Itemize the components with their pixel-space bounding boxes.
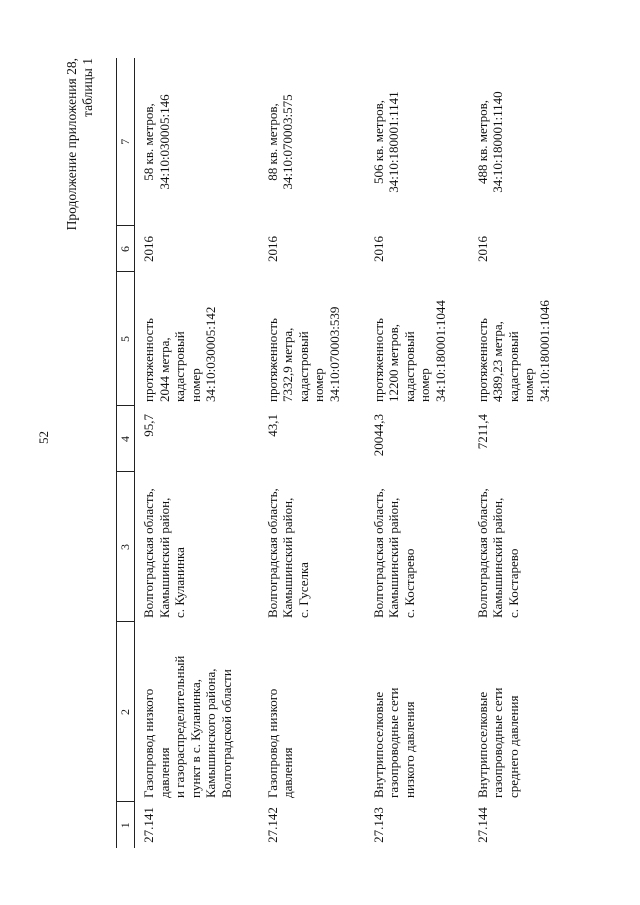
area-line: 488 кв. метров,	[474, 100, 490, 184]
characteristics-cell	[259, 272, 365, 406]
row-number: 27.141	[141, 807, 156, 843]
location-line: с. Куланинка	[172, 547, 187, 618]
characteristics-line: номер	[187, 368, 203, 402]
location-line: с. Костарево	[505, 548, 521, 618]
area-line: 506 кв. метров,	[370, 100, 386, 184]
object-name-line: пункт в с. Куланинка,	[187, 678, 203, 798]
characteristics-cell	[469, 272, 569, 406]
object-name-line: Газопровод низкого	[264, 688, 280, 798]
location-line: с. Костарево	[401, 548, 417, 618]
object-name-line: Внутрипоселковые	[370, 691, 386, 798]
area-cell	[259, 58, 365, 226]
location-line: Камышинский район,	[490, 497, 505, 618]
location-cell	[469, 472, 569, 622]
object-name-cell	[469, 622, 569, 802]
row-number: 27.142	[264, 807, 280, 843]
characteristics-cell	[365, 272, 469, 406]
location-line: Камышинский район,	[280, 497, 295, 618]
area-cell	[469, 58, 569, 226]
area-line: 34:10:030005:146	[156, 94, 172, 190]
value-cell: 20044,3	[370, 414, 386, 457]
object-name-line: и газораспределительный	[172, 655, 187, 798]
table-row	[259, 58, 365, 848]
characteristics-line: 12200 метров,	[386, 324, 401, 402]
year-cell: 2016	[141, 236, 156, 262]
location-line: Камышинский район,	[386, 497, 401, 618]
area-line: 34:10:180001:1141	[386, 91, 401, 193]
characteristics-line: кадастровый	[295, 331, 311, 402]
page-number: 52	[36, 431, 51, 444]
characteristics-line: 34:10:070003:539	[326, 306, 342, 402]
characteristics-line: 34:10:180001:1044	[432, 300, 448, 402]
area-line: 34:10:180001:1140	[490, 91, 505, 193]
characteristics-line: 34:10:180001:1046	[536, 300, 552, 402]
area-line: 34:10:070003:575	[280, 94, 295, 190]
value-cell: 43,1	[264, 414, 280, 437]
location-line: Камышинский район,	[156, 497, 172, 618]
location-line: Волгоградская область,	[141, 488, 156, 618]
row-number: 27.144	[474, 807, 490, 843]
object-name-cell	[135, 622, 259, 802]
row-number: 27.143	[370, 807, 386, 843]
continuation-line-2: таблицы 1	[80, 58, 95, 117]
object-name-line: среднего давления	[505, 695, 521, 798]
location-line: Волгоградская область,	[370, 488, 386, 618]
column-header-4: 4	[117, 406, 135, 472]
location-line: Волгоградская область,	[474, 488, 490, 618]
value-cell: 95,7	[141, 414, 156, 437]
location-cell	[135, 472, 259, 622]
characteristics-line: кадастровый	[505, 331, 521, 402]
location-line: с. Гуселка	[295, 562, 311, 618]
object-name-line: Камышинского района,	[203, 668, 218, 798]
characteristics-line: протяженность	[141, 318, 156, 402]
characteristics-line: номер	[417, 368, 432, 402]
column-header-3: 3	[117, 472, 135, 622]
object-name-cell	[365, 622, 469, 802]
column-number-row	[117, 58, 135, 848]
characteristics-line: кадастровый	[172, 331, 187, 402]
area-line: 58 кв. метров,	[141, 103, 156, 181]
characteristics-cell	[135, 272, 259, 406]
continuation-heading	[64, 58, 96, 230]
column-header-1: 1	[117, 802, 135, 848]
location-cell	[365, 472, 469, 622]
object-name-line: газопроводные сети	[490, 687, 505, 798]
characteristics-line: протяженность	[474, 318, 490, 402]
location-line: Волгоградская область,	[264, 488, 280, 618]
column-header-2: 2	[117, 622, 135, 802]
object-name-line: газопроводные сети	[386, 687, 401, 798]
continuation-line-1: Продолжение приложения 28,	[64, 58, 79, 231]
characteristics-line: 2044 метра,	[156, 337, 172, 402]
characteristics-line: 34:10:030005:142	[203, 306, 218, 402]
column-header-6: 6	[117, 226, 135, 272]
object-name-line: Внутрипоселковые	[474, 691, 490, 798]
column-header-5: 5	[117, 272, 135, 406]
object-name-cell	[259, 622, 365, 802]
year-cell: 2016	[474, 236, 490, 262]
location-cell	[259, 472, 365, 622]
object-name-line: Газопровод низкого	[141, 688, 156, 798]
characteristics-line: номер	[521, 368, 536, 402]
table-row	[135, 58, 259, 848]
table-row	[365, 58, 469, 848]
characteristics-line: 4389,23 метра,	[490, 321, 505, 402]
area-line: 88 кв. метров,	[264, 103, 280, 181]
area-cell	[135, 58, 259, 226]
object-name-line: давления	[280, 747, 295, 798]
property-table	[116, 58, 569, 848]
year-cell: 2016	[370, 236, 386, 262]
characteristics-line: протяженность	[370, 318, 386, 402]
value-cell: 7211,4	[474, 414, 490, 450]
area-cell	[365, 58, 469, 226]
rotated-sheet	[64, 58, 552, 848]
object-name-line: низкого давления	[401, 701, 417, 798]
characteristics-line: номер	[311, 368, 326, 402]
object-name-line: давления	[156, 747, 172, 798]
object-name-line: Волгоградской области	[218, 669, 234, 798]
characteristics-line: кадастровый	[401, 331, 417, 402]
characteristics-line: 7332,9 метра,	[280, 327, 295, 402]
table-row	[469, 58, 569, 848]
column-header-7: 7	[117, 58, 135, 226]
characteristics-line: протяженность	[264, 318, 280, 402]
year-cell: 2016	[264, 236, 280, 262]
